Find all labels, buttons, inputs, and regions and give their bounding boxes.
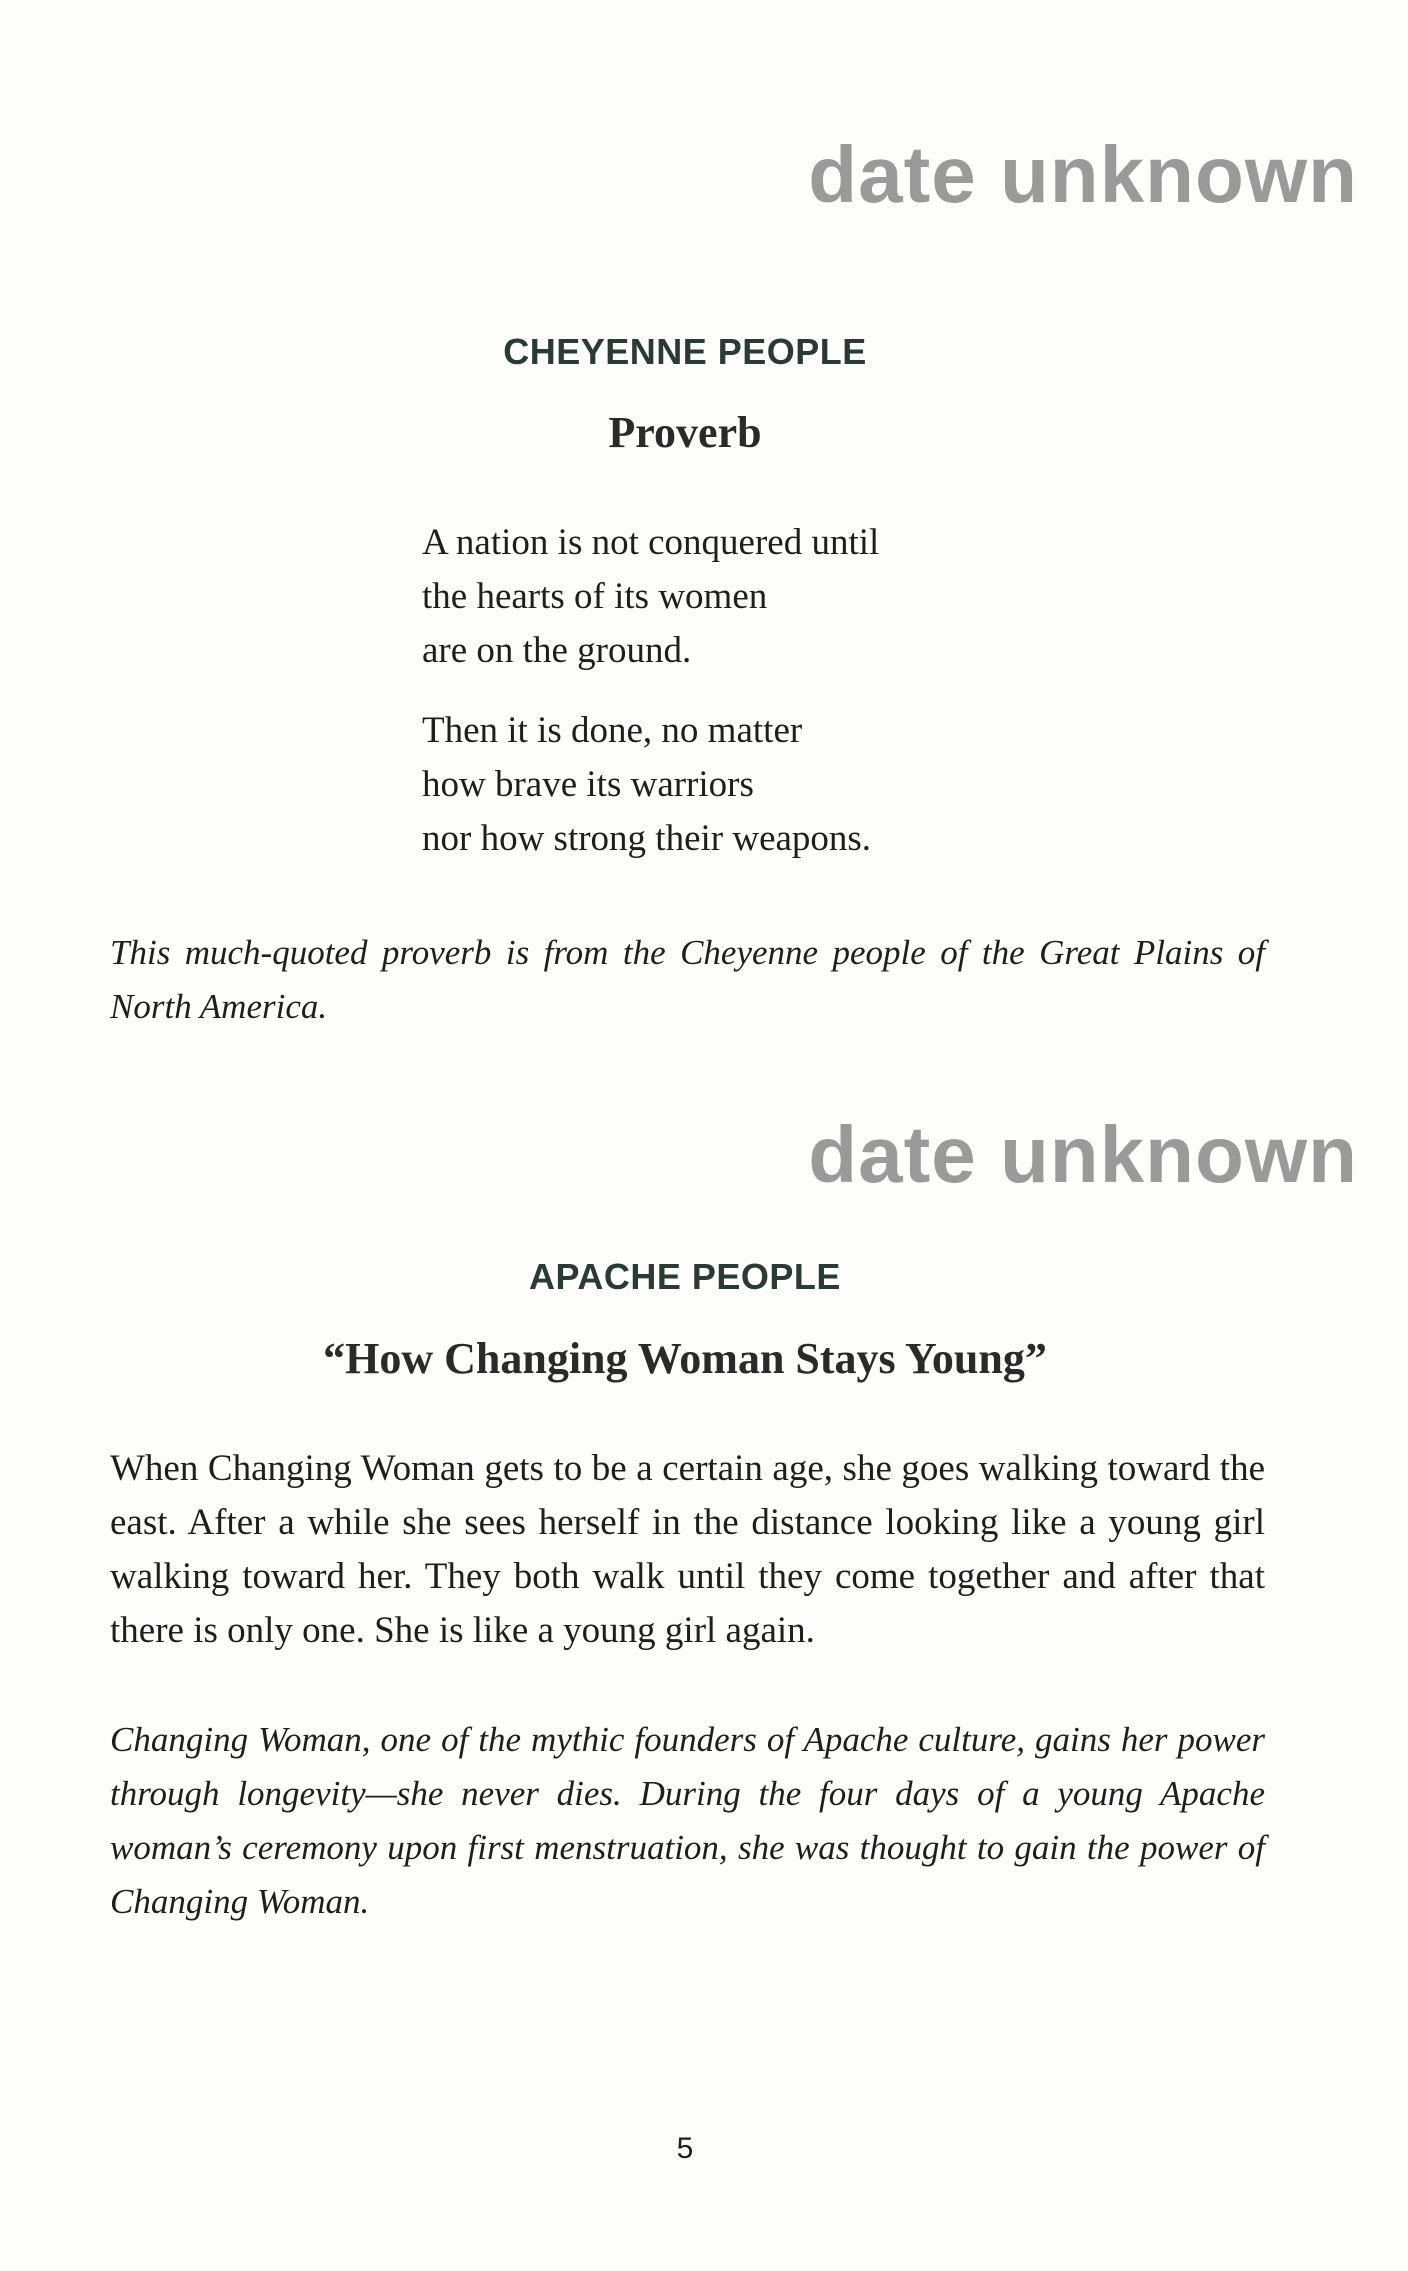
editorial-note: This much-quoted proverb is from the Cheyenne people of the Great Plains of North America. [110, 933, 1265, 1026]
poem [422, 516, 879, 892]
poem-line: Then it is done, no matter [422, 710, 803, 751]
people-heading: CHEYENNE PEOPLE [503, 331, 867, 372]
poem-line: how brave its warriors [422, 764, 754, 805]
work-title: Proverb [608, 408, 762, 457]
poem-line: the hearts of its women [422, 576, 768, 617]
poem-line: are on the ground. [422, 630, 692, 671]
editorial-note: Changing Woman, one of the mythic founders of Apache culture, gains her power through longevity—she never dies. During the four days of a young Apache woman’s ceremony upon first menstruation, she was thought to gain the power of Changing Woman. [110, 1720, 1265, 1921]
story-text: When Changing Woman gets to be a certain age, she goes walking toward the east. After a while she sees herself in the distance looking like a young girl walking toward her. They both walk until they come together and after that there is only one. She is like a young girl again. [110, 1448, 1265, 1651]
date-heading: date unknown [808, 130, 1358, 219]
page-number: 5 [676, 2132, 694, 2165]
poem-line: A nation is not conquered until [422, 522, 880, 563]
work-title: “How Changing Woman Stays Young” [323, 1334, 1047, 1383]
stanza [422, 704, 879, 866]
people-heading: APACHE PEOPLE [529, 1256, 841, 1297]
date-heading: date unknown [808, 1110, 1358, 1199]
stanza [422, 516, 879, 678]
poem-line: nor how strong their weapons. [422, 818, 872, 859]
